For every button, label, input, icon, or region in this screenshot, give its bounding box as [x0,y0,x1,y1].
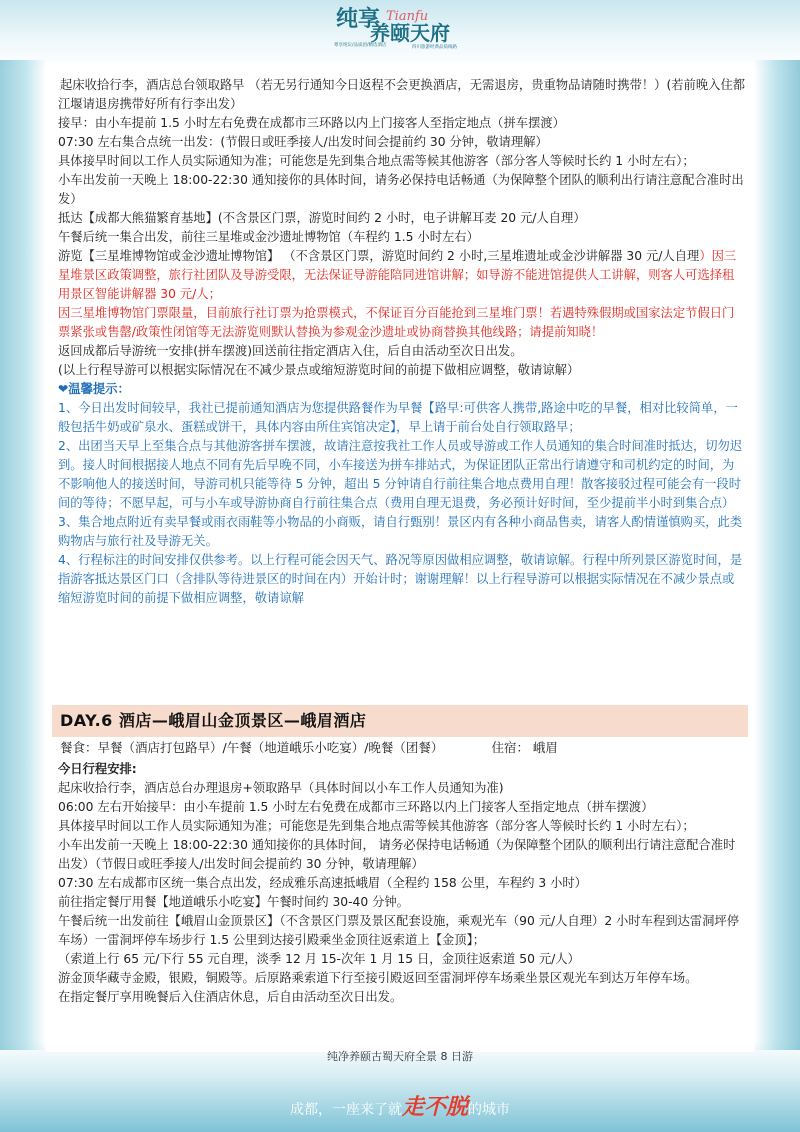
tip-item: 3、集合地点附近有卖早餐或雨衣雨鞋等小物品的小商贩，请自行甄别！景区内有各种小商品售卖，请客人酌情谨慎购买，此类购物店与旅行社及导游无关。 [58,515,743,548]
logo-sub2: 四川旅游经典品质线路 [412,45,457,50]
para-text: 游览【三星堆博物馆或金沙遗址博物馆】 （不含景区门票，游览时间约 2 小时,三星堆遗址或金沙讲解器 30 元/人自理 [58,249,700,263]
footer-caption: 纯净养颐古蜀天府全景 8 日游 [327,1050,473,1063]
tip-item: 1、今日出发时间较早，我社已提前通知酒店为您提供路餐作为早餐【路早:可供客人携带,路途中吃的早餐，相对比较简单，一般包括牛奶或矿泉水、蛋糕或饼干，具体内容由所住宾馆决定】，早上请于前台处自行领取路早； [58,401,738,434]
para: 具体接早时间以工作人员实际通知为准；可能您是先到集合地点需等候其他游客（部分客人等候时长约 1 小时左右）； [58,819,695,833]
para [58,247,746,304]
logo-sub1: 尊享纯玩/品质团/精选酒店 [334,43,387,48]
slogan-post: 的城市 [468,1102,510,1118]
para: 小车出发前一天晚上 18:00-22:30 通知接你的具体时间， 请务必保持电话畅通（为保障整个团队的顺利出行请注意配合准时出发）（节假日或旺季接人/出发时间会提前约 30 分钟，敬请理解） [58,838,736,871]
para: 07:30 左右成都市区统一集合点出发，经成雅乐高速抵峨眉（全程约 158 公里，车程约 3 小时） [58,876,587,890]
logo-line1: 纯享 [336,6,381,32]
para: (以上行程导游可以根据实际情况在不减少景点或缩短游览时间的前提下做相应调整，敬请谅解） [58,363,580,377]
red-notice: ）因三星堆景区政策调整，旅行社团队及导游受限，无法保证导游能陪同进馆讲解；如导游不能进馆提供人工讲解，则客人可选择租用景区智能讲解器 30 元/人； [58,249,737,301]
para: 返回成都后导游统一安排(拼车摆渡)回送前往指定酒店入住，后自由活动至次日出发。 [58,344,523,358]
logo-line2: 养颐天府 [370,21,450,45]
day6-title: DAY.6 酒店—峨眉山金顶景区—峨眉酒店 [60,711,367,730]
para: 前往指定餐厅用餐【地道峨乐小吃宴】午餐时间约 30-40 分钟。 [58,895,409,909]
para: 06:00 左右开始接早：由小车提前 1.5 小时左右免费在成都市三环路以内上门接客人至指定地点（拼车摆渡） [58,800,654,814]
tip-item: 4、行程标注的时间安排仅供参考。以上行程可能会因天气、路况等原因做相应调整，敬请谅解。行程中所列景区游览时间，是指游客抵达景区门口（含排队等待进景区的时间在内）开始计时；谢谢理解！以上行程导游可以根据实际情况在不减少景点或缩短游览时间的前提下做相应调整，敬请谅解 [58,553,743,605]
logo-script: Tianfu [386,9,429,24]
meal-row [60,738,558,757]
day6-content [58,760,746,1007]
para: 午餐后统一出发前往【峨眉山金顶景区】（不含景区门票及景区配套设施，乘观光车（90 元/人自理）2 小时车程到达雷洞坪停车场）一雷洞坪停车场步行 1.5 公里到达接引殿乘坐金顶往返索道上【金顶】； [58,914,740,947]
brand-logo [330,2,480,50]
meals-text: 餐食：早餐（酒店打包路早）/午餐（地道峨乐小吃宴）/晚餐（团餐） [60,740,444,755]
para: 07:30 左右集合点统一出发：(节假日或旺季接人/出发时间会提前约 30 分钟，敬请理解） [58,135,548,149]
para: 具体接早时间以工作人员实际通知为准；可能您是先到集合地点需等候其他游客（部分客人等候时长约 1 小时左右）； [58,154,695,168]
today-heading: 今日行程安排: [58,762,137,776]
para: 接早：由小车提前 1.5 小时左右免费在成都市三环路以内上门接客人至指定地点（拼车摆渡） [58,116,565,130]
slogan-highlight: 走不脱 [401,1095,468,1120]
tips-heading: ❤温馨提示： [58,382,130,396]
para: 起床收拾行李，酒店总台办理退房+领取路早（具体时间以小车工作人员通知为准) [58,781,504,795]
para: 小车出发前一天晚上 18:00-22:30 通知接你的具体时间，请务必保持电话畅通（为保障整个团队的顺利出行请注意配合准时出发） [58,173,744,206]
para: 抵达【成都大熊猫繁育基地】(不含景区门票，游览时间约 2 小时，电子讲解耳麦 20 元/人自理） [58,211,586,225]
tip-item: 2、出团当天早上至集合点与其他游客拼车摆渡，故请注意按我社工作人员或导游或工作人员通知的集合时间准时抵达，切勿迟到。接人时间根据接人地点不同有先后早晚不同，小车接送为拼车排站式，为保证团队正常出行请遵守和司机约定的时间，为不影响他人的接送时间，导游司机只能等待 5 分钟，超出 5 分钟请自行前往集合地点费用自理！散客接驳过程可能会有一段时间的等待；不愿早起，可与小车或导游协商自行前往集合点（费用自理无退费，务必预计好时间，至少提前半小时到集合点） [58,439,743,510]
para: 午餐后统一集合出发，前往三星堆或金沙遗址博物馆（车程约 1.5 小时左右） [58,230,479,244]
left-sea-decoration [0,60,46,1050]
para: 游金顶华藏寺金殿，银殿，铜殿等。后原路乘索道下行至接引殿返回至雷洞坪停车场乘坐景区观光车到达万年停车场。 [58,971,698,985]
stay-text: 住宿： 峨眉 [491,740,558,755]
day5-content [58,76,746,608]
right-sea-decoration [754,60,800,1050]
para: 起床收拾行李，酒店总台领取路早 （若无另行通知今日返程不会更换酒店，无需退房，贵重物品请随时携带！）(若前晚入住都江堰请退房携带好所有行李出发） [58,78,746,111]
para: 在指定餐厅享用晚餐后入住酒店休息，后自由活动至次日出发。 [58,990,403,1004]
footer-slogan [0,1090,800,1121]
slogan-pre: 成都，一座来了就 [289,1102,402,1118]
red-notice: 因三星堆博物馆门票限量，目前旅行社订票为抢票模式，不保证百分百能抢到三星堆门票！若遇特殊假期或国家法定节假日门票紧张或售罄/政策性闭馆等无法游览则默认替换为参观金沙遗址或协商替换其他线路；请提前知晓！ [58,306,735,339]
para: （索道上行 65 元/下行 55 元自理，淡季 12 月 15-次年 1 月 15 日，金顶往返索道 50 元/人） [58,952,580,966]
